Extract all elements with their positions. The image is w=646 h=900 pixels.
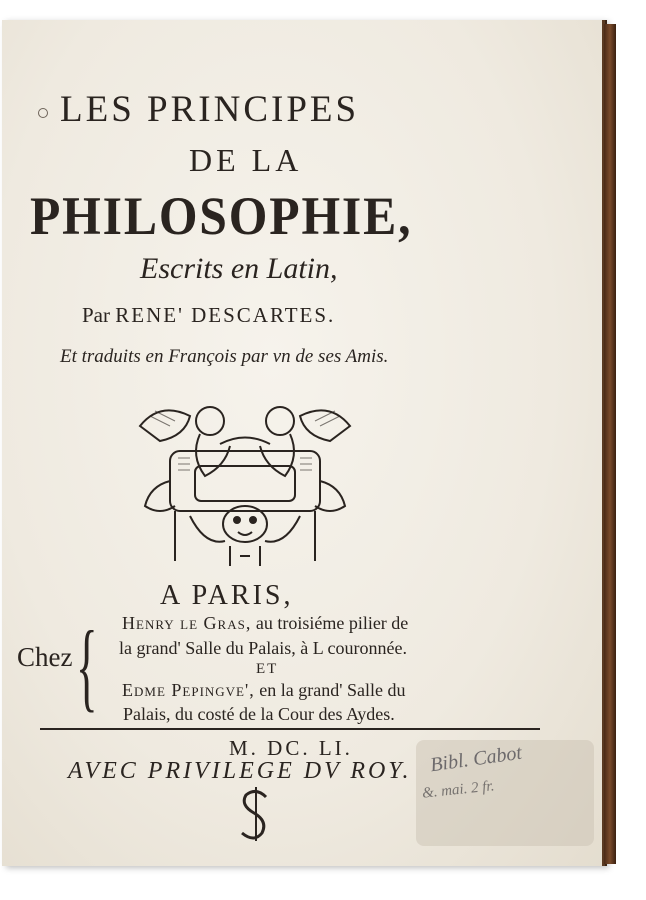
imprint-rule xyxy=(40,728,540,730)
printer-2-name: Edme Pepingve', xyxy=(122,680,255,700)
imprint-chez: Chez xyxy=(17,642,73,672)
translation-note: Et traduits en François par vn de ses Amis. xyxy=(60,346,389,367)
handwritten-note-2: &. mai. 2 fr. xyxy=(421,778,496,802)
author-name: RENE' DESCARTES. xyxy=(115,303,336,327)
printer-1-name: Henry le Gras, xyxy=(122,613,252,633)
title-line-3: PHILOSOPHIE, xyxy=(30,186,413,246)
title-line-1: LES PRINCIPES xyxy=(60,89,360,130)
title-page xyxy=(2,20,605,866)
printer-2-address-2: Palais, du costé de la Cour des Aydes. xyxy=(123,704,395,724)
printer-1-address-2: la grand' Salle du Palais, à L couronnée. xyxy=(119,638,407,658)
printer-1-line xyxy=(122,613,408,634)
book-spine xyxy=(604,24,616,864)
ownership-monogram xyxy=(234,785,278,843)
author-prefix: Par xyxy=(82,303,110,327)
imprint-city: A PARIS, xyxy=(160,580,294,611)
imprint-brace: { xyxy=(76,610,98,721)
printer-2-address: en la grand' Salle du xyxy=(259,680,406,700)
handwritten-note-1: Bibl. Cabot xyxy=(428,741,524,777)
printer-2-line xyxy=(122,680,405,701)
privilege-line: AVEC PRIVILEGE DV ROY. xyxy=(68,758,412,784)
printer-1-address: au troisiéme pilier de xyxy=(255,613,409,633)
publication-date: M. DC. LI. xyxy=(229,736,353,760)
title-line-2: DE LA xyxy=(189,142,303,178)
author-line xyxy=(82,303,335,328)
imprint-conjunction: ET xyxy=(256,661,279,677)
printers-device-ornament xyxy=(130,396,360,568)
stain-mark xyxy=(38,108,48,118)
subtitle-latin: Escrits en Latin, xyxy=(140,252,338,285)
